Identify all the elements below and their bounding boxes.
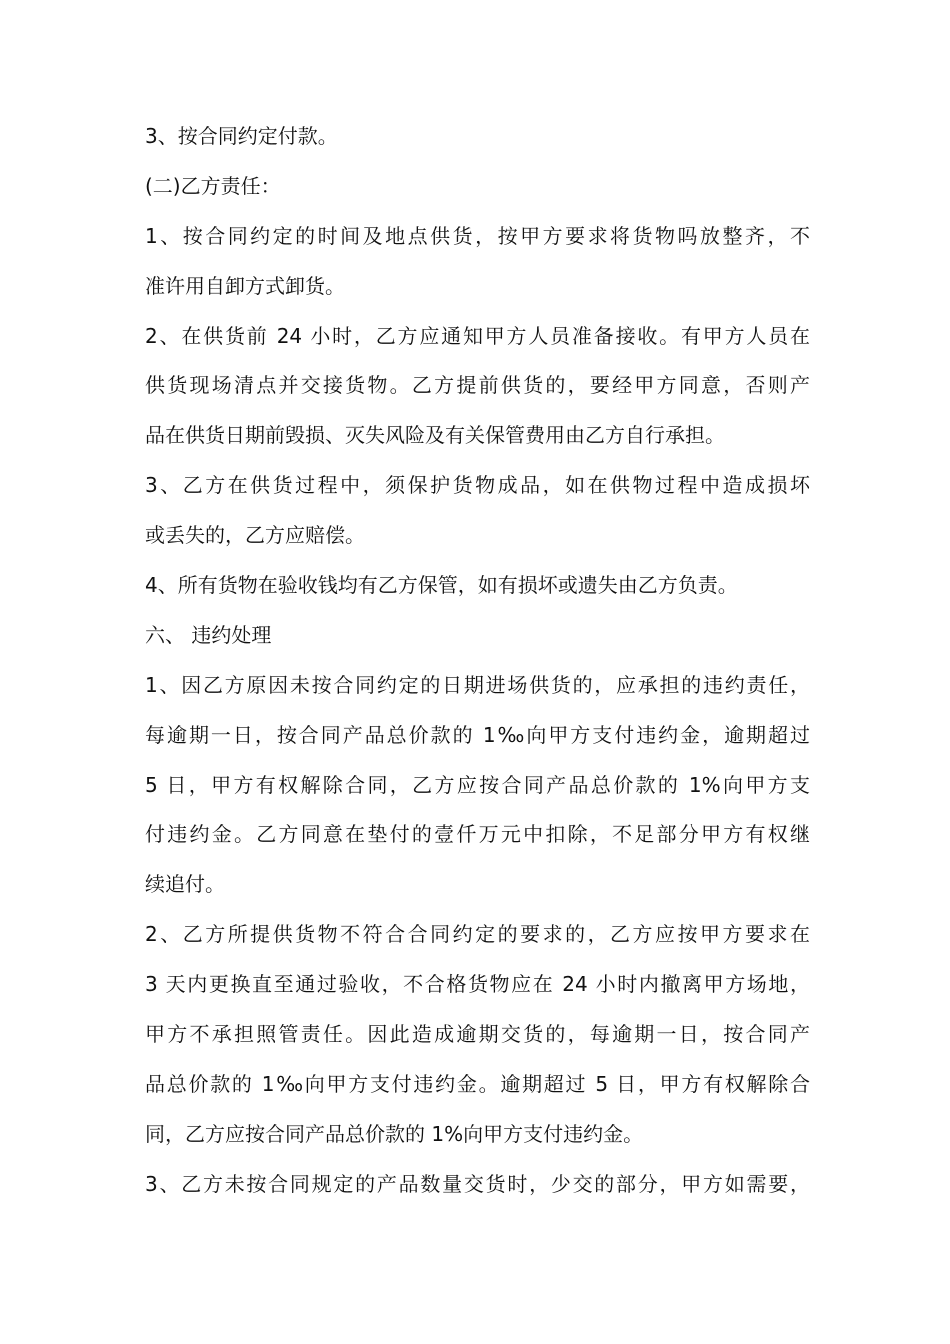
text-line: 品总价款的 1‰向甲方支付违约金。逾期超过 5 日，甲方有权解除合 (145, 1071, 810, 1096)
text-line: 3 天内更换直至通过验收，不合格货物应在 24 小时内撤离甲方场地， (145, 972, 810, 997)
text-line: 付违约金。乙方同意在垫付的壹仟万元中扣除，不足部分甲方有权继 (145, 822, 810, 847)
text-line: 供货现场清点并交接货物。乙方提前供货的，要经甲方同意，否则产 (145, 373, 810, 398)
text-line: 3、乙方未按合同规定的产品数量交货时，少交的部分，甲方如需要， (145, 1171, 810, 1196)
text-line: 或丢失的，乙方应赔偿。 (145, 523, 365, 548)
text-line: 甲方不承担照管责任。因此造成逾期交货的，每逾期一日，按合同产 (145, 1022, 810, 1047)
text-line: 每逾期一日，按合同产品总价款的 1‰向甲方支付违约金，逾期超过 (145, 722, 810, 747)
text-line: 4、所有货物在验收钱均有乙方保管，如有损坏或遗失由乙方负责。 (145, 573, 738, 598)
text-line: 5 日，甲方有权解除合同，乙方应按合同产品总价款的 1%向甲方支 (145, 772, 810, 797)
text-line: 3、按合同约定付款。 (145, 124, 338, 148)
section-heading: (二)乙方责任： (145, 173, 281, 198)
text-line: 2、在供货前 24 小时，乙方应通知甲方人员准备接收。有甲方人员在 (145, 323, 810, 348)
text-line: 续追付。 (145, 872, 225, 897)
text-line: 准许用自卸方式卸货。 (145, 273, 345, 298)
section-heading: 六、 违约处理 (145, 622, 272, 647)
text-line: 1、按合同约定的时间及地点供货，按甲方要求将货物吗放整齐，不 (145, 223, 810, 248)
contract-text (145, 112, 810, 1210)
text-line: 3、乙方在供货过程中，须保护货物成品，如在供物过程中造成损坏 (145, 473, 810, 498)
text-line: 品在供货日期前毁损、灭失风险及有关保管费用由乙方自行承担。 (145, 423, 725, 448)
text-line: 2、乙方所提供货物不符合合同约定的要求的，乙方应按甲方要求在 (145, 922, 810, 947)
text-line: 1、因乙方原因未按合同约定的日期进场供货的，应承担的违约责任， (145, 672, 810, 697)
text-line: 同，乙方应按合同产品总价款的 1%向甲方支付违约金。 (145, 1121, 644, 1146)
